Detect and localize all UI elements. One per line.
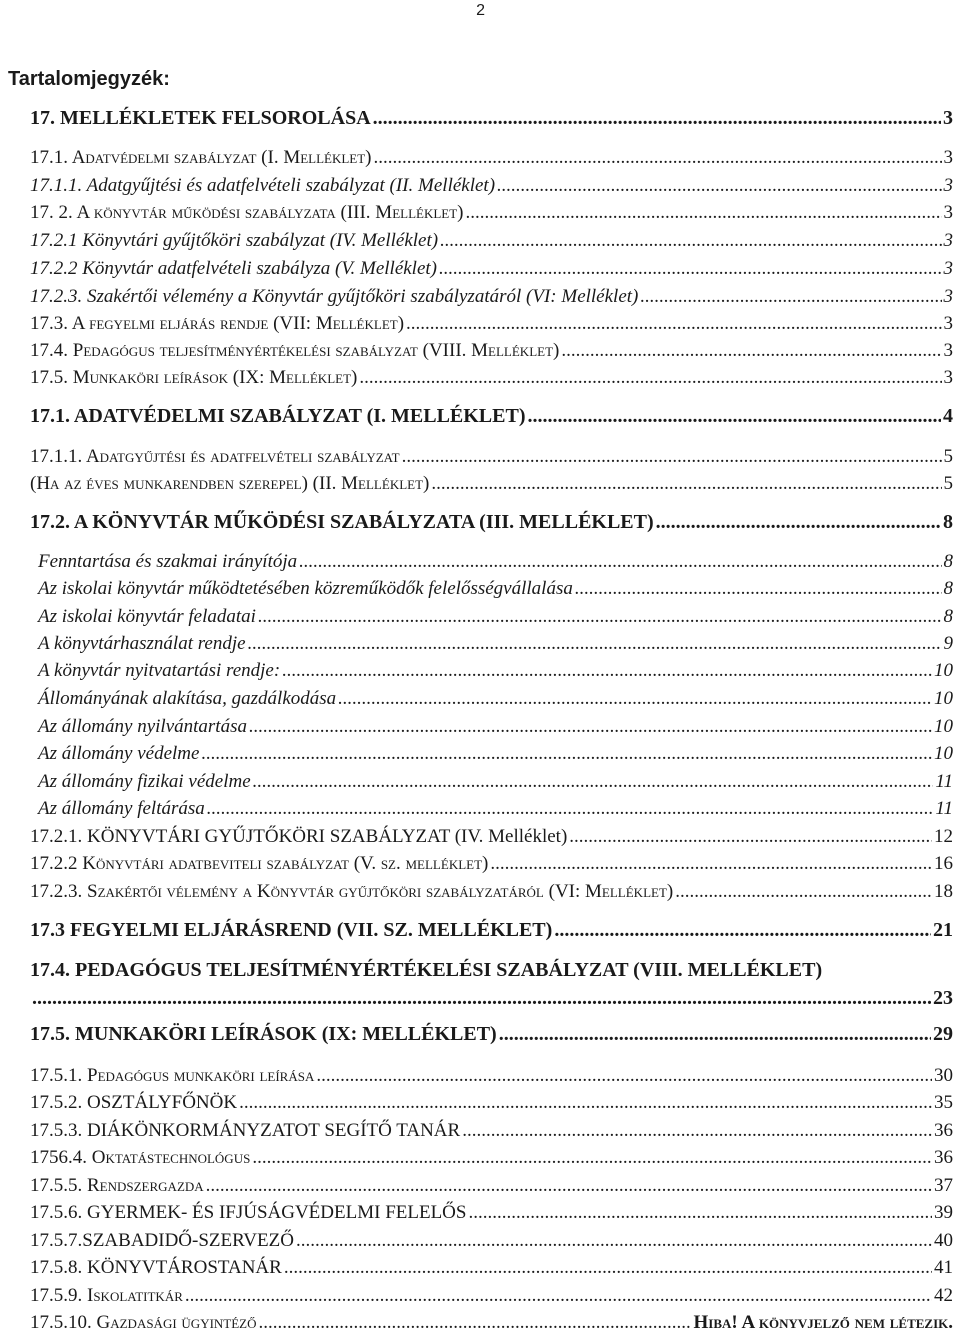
- toc-leader-dots: [402, 445, 942, 469]
- toc-entry-title: 17.5.3. DIÁKÖNKORMÁNYZATOT SEGÍTŐ TANÁR: [30, 1120, 461, 1141]
- toc-page-number: 10: [934, 688, 953, 709]
- toc-leader-dots: [207, 797, 934, 821]
- toc-entry-title: A könyvtár nyitvatartási rendje:: [38, 660, 281, 681]
- toc-leader-dots: [499, 1022, 931, 1046]
- toc-leader-dots: [296, 1229, 932, 1253]
- toc-title: Tartalomjegyzék:: [8, 68, 170, 90]
- toc-entry-title: Állományának alakítása, gazdálkodása: [38, 688, 337, 709]
- toc-page-number: 21: [933, 919, 953, 941]
- toc-page-number: 16: [934, 853, 953, 874]
- toc-page-number: 8: [943, 511, 953, 533]
- toc-entry-title: 17.3 FEGYELMI ELJÁRÁSREND (VII. SZ. MELLÉKLET): [30, 919, 553, 941]
- toc-entry-title: Az állomány védelme: [38, 743, 200, 764]
- toc-leader-dots: [431, 472, 941, 496]
- toc-leader-dots: [439, 257, 942, 281]
- toc-entry-title: 17.4. Pedagógus teljesítményértékelési szabályzat (VIII. Melléklet): [30, 340, 560, 361]
- toc-leader-dots: [490, 852, 932, 876]
- toc-entry-title: 17.2. A KÖNYVTÁR MŰKÖDÉSI SZABÁLYZATA (III. MELLÉKLET): [30, 511, 654, 533]
- toc-page-number: 37: [934, 1175, 953, 1196]
- toc-entry-title: 17.5.7.SZABADIDŐ-SZERVEZŐ: [30, 1230, 294, 1251]
- toc-page-number: 29: [933, 1023, 953, 1045]
- toc-page-number: 3: [943, 107, 953, 129]
- toc-entry-title: 17. MELLÉKLETEK FELSOROLÁSA: [30, 107, 371, 129]
- toc-entry-title: 17.2.1. KÖNYVTÁRI GYŰJTŐKÖRI SZABÁLYZAT (IV. Melléklet): [30, 826, 568, 847]
- toc-leader-dots: [374, 146, 942, 170]
- toc-page-number: 3: [943, 202, 953, 223]
- toc-entry-title: 17.2.1 Könyvtári gyűjtőköri szabályzat (IV. Melléklet): [30, 230, 439, 251]
- toc-entry-title: 17.1.1. Adatgyűjtési és adatfelvételi szabályzat (II. Melléklet): [30, 175, 496, 196]
- toc-leader-dots: [554, 918, 931, 942]
- toc-page-number: 3: [943, 147, 953, 168]
- toc-entry-title: 17.5.5. Rendszergazda: [30, 1175, 204, 1196]
- toc-entry-title: 17.3. A fegyelmi eljárás rendje (VII: Melléklet): [30, 313, 405, 334]
- toc-leader-dots: [373, 106, 941, 130]
- toc-page-number: 11: [935, 798, 953, 819]
- toc-leader-dots: [656, 510, 941, 534]
- toc-entry-title: Az iskolai könyvtár feladatai: [38, 606, 256, 627]
- toc-page-number: 9: [943, 633, 953, 654]
- toc-entry-title: 17.2.3. Szakértői vélemény a Könyvtár gyűjtőköri szabályzatáról (VI: Melléklet): [30, 881, 674, 902]
- toc-entry-title: 17.5.6. GYERMEK- ÉS IFJÚSÁGVÉDELMI FELELŐS: [30, 1202, 467, 1223]
- toc-page-number: 5: [943, 473, 953, 494]
- toc-entry-title: (Ha az éves munkarendben szerepel) (II. Melléklet): [30, 473, 430, 494]
- toc-entry-title: 17.5.10. Gazdasági ügyintéző: [30, 1312, 257, 1333]
- page-number: 2: [476, 2, 485, 19]
- toc-page-number: 30: [934, 1065, 953, 1086]
- toc-entry-title: 17.5.8. KÖNYVTÁROSTANÁR: [30, 1257, 282, 1278]
- toc-page-number: 8: [943, 606, 953, 627]
- toc-leader-dots: [561, 339, 941, 363]
- toc-leader-dots: [527, 404, 941, 428]
- toc-leader-dots: [206, 1174, 932, 1198]
- toc-leader-dots: [185, 1284, 932, 1308]
- toc-leader-dots: [640, 285, 941, 309]
- toc-entry-title: 17. 2. A könyvtár működési szabályzata (III. Melléklet): [30, 202, 464, 223]
- toc-entry-title: Az állomány nyilvántartása: [38, 716, 247, 737]
- toc-entry-title: Fenntartása és szakmai irányítója: [38, 551, 298, 572]
- toc-page-number: 40: [934, 1230, 953, 1251]
- toc-page-number: 3: [943, 313, 953, 334]
- toc-entry-title: 17.2.2 Könyvtár adatfelvételi szabályza (V. Melléklet): [30, 258, 437, 279]
- toc-leader-dots: [569, 825, 932, 849]
- toc-entry-title: A könyvtárhasználat rendje: [38, 633, 246, 654]
- toc-leader-dots: [338, 687, 932, 711]
- toc-leader-dots: [675, 880, 932, 904]
- toc-page-number: 23: [933, 987, 953, 1009]
- toc-page-number: 36: [934, 1147, 953, 1168]
- toc-page-number: 4: [943, 405, 953, 427]
- toc-entry-title: Az állomány fizikai védelme: [38, 771, 251, 792]
- toc-leader-dots: [462, 1119, 932, 1143]
- toc-entry-title: 17.2.3. Szakértői vélemény a Könyvtár gyűjtőköri szabályzatáról (VI: Melléklet): [30, 286, 639, 307]
- toc-leader-dots: [248, 632, 942, 656]
- toc-leader-dots: [299, 550, 941, 574]
- toc-page-number: 3: [943, 258, 953, 279]
- toc-page-number: 11: [935, 771, 953, 792]
- toc-page-number: 8: [943, 551, 953, 572]
- toc-leader-dots: [259, 1311, 692, 1335]
- toc-page-number: 10: [934, 660, 953, 681]
- toc-page-number: 18: [934, 881, 953, 902]
- toc-page-number: 41: [934, 1257, 953, 1278]
- toc-entry-title: Az iskolai könyvtár működtetésében közreműködők felelősségvállalása: [38, 578, 573, 599]
- toc-page-number: 3: [943, 340, 953, 361]
- toc-leader-dots: [239, 1091, 932, 1115]
- toc-page-number: 3: [943, 286, 953, 307]
- toc-entry-title: 17.1.1. Adatgyűjtési és adatfelvételi szabályzat: [30, 446, 400, 467]
- toc-leader-dots: [466, 201, 942, 225]
- toc-leader-dots: [316, 1064, 932, 1088]
- toc-page-number: 42: [934, 1285, 953, 1306]
- toc-leader-dots: [575, 577, 942, 601]
- toc-entry-title: 17.5. MUNKAKÖRI LEÍRÁSOK (IX: MELLÉKLET): [30, 1023, 497, 1045]
- toc-page-number: 39: [934, 1202, 953, 1223]
- toc-page-number: 3: [943, 175, 953, 196]
- toc-entry-title: 17.5. Munkaköri leírások (IX: Melléklet): [30, 367, 358, 388]
- toc-entry-title: 17.1. ADATVÉDELMI SZABÁLYZAT (I. MELLÉKLET): [30, 405, 526, 427]
- toc-page-number: 10: [934, 716, 953, 737]
- toc-page-number: 8: [943, 578, 953, 599]
- toc-entry-title: 17.1. Adatvédelmi szabályzat (I. Melléklet): [30, 147, 372, 168]
- toc-entry-title: 17.2.2 Könyvtári adatbeviteli szabályzat (V. sz. melléklet): [30, 853, 489, 874]
- toc-leader-dots: [359, 366, 941, 390]
- toc-leader-dots: [201, 742, 932, 766]
- toc-entry-title: 17.4. PEDAGÓGUS TELJESÍTMÉNYÉRTÉKELÉSI SZABÁLYZAT (VIII. MELLÉKLET): [30, 959, 823, 981]
- toc-leader-dots: [406, 312, 941, 336]
- toc-leader-dots: [468, 1201, 932, 1225]
- toc-page-number: 5: [943, 446, 953, 467]
- toc-leader-dots: [252, 1146, 932, 1170]
- toc-page-number: 10: [934, 743, 953, 764]
- toc-leader-dots: [249, 715, 932, 739]
- toc-entry-title: 17.5.9. Iskolatitkár: [30, 1285, 183, 1306]
- toc-entry-title: 17.5.1. Pedagógus munkaköri leírása: [30, 1065, 315, 1086]
- toc-page-number: 3: [943, 367, 953, 388]
- toc-page-number: 35: [934, 1092, 953, 1113]
- toc-page-number: 3: [943, 230, 953, 251]
- toc-leader-dots: [253, 770, 934, 794]
- toc-leader-dots: [32, 986, 931, 1010]
- toc-leader-dots: [258, 605, 942, 629]
- toc-leader-dots: [284, 1256, 932, 1280]
- toc-leader-dots: [282, 659, 932, 683]
- toc-page-number: 36: [934, 1120, 953, 1141]
- toc-entry-title: 17.5.2. OSZTÁLYFŐNÖK: [30, 1092, 238, 1113]
- toc-leader-dots: [440, 229, 941, 253]
- toc-page-number: Hiba! A könyvjelző nem létezik.: [693, 1312, 953, 1333]
- toc-leader-dots: [497, 174, 941, 198]
- toc-page-number: 12: [934, 826, 953, 847]
- toc-entry-title: 1756.4. Oktatástechnológus: [30, 1147, 251, 1168]
- toc-entry-title: Az állomány feltárása: [38, 798, 205, 819]
